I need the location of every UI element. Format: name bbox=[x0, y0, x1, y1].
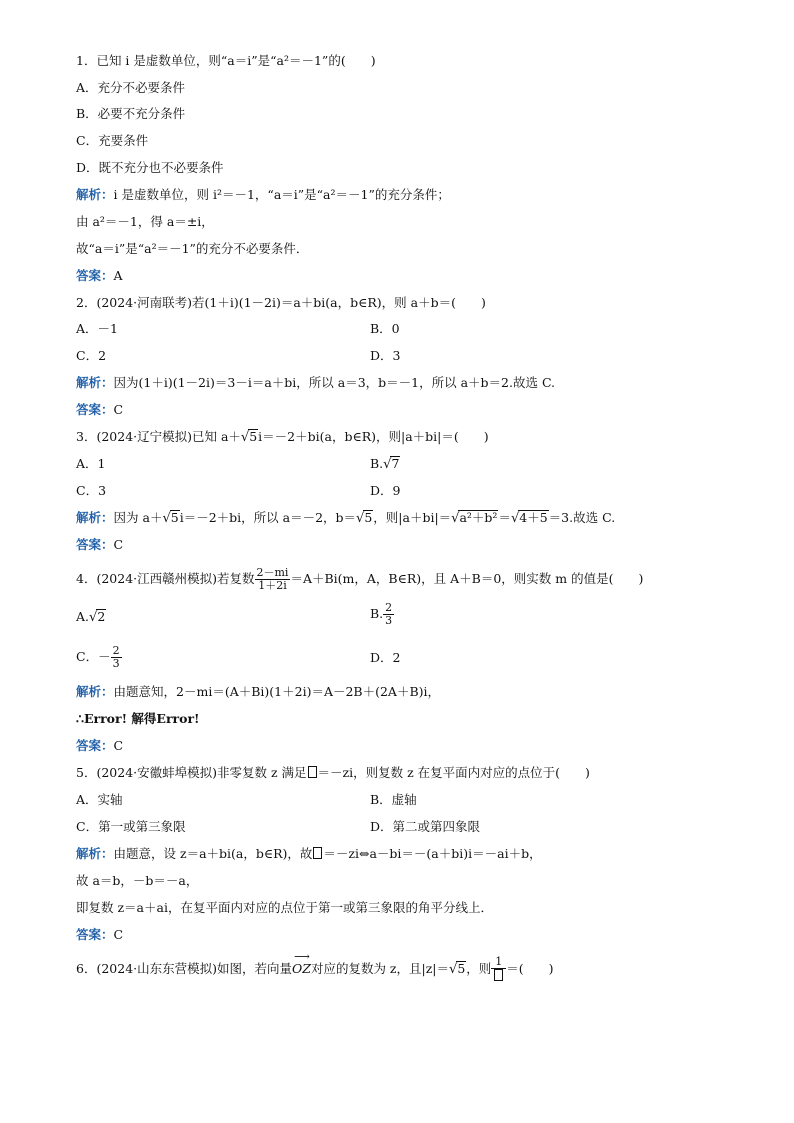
q4-option-b bbox=[370, 600, 394, 628]
q5-solution-line-2: 故 a＝b，－b＝－a， bbox=[76, 873, 199, 888]
fraction bbox=[111, 645, 122, 670]
radicand: a²＋b² bbox=[459, 510, 498, 525]
stem-text: 5．(2024·安徽蚌埠模拟)非零复数 z 满足 bbox=[76, 765, 307, 780]
answer-value: C bbox=[113, 537, 124, 552]
solution-label: 解析： bbox=[76, 375, 114, 390]
stem-text: ＝－zi，则复数 z 在复平面内对应的点位于( ) bbox=[317, 765, 590, 780]
q1-answer bbox=[76, 267, 123, 285]
radicand: 5 bbox=[457, 961, 466, 976]
solution-label: 解析： bbox=[76, 187, 114, 202]
q2-option-c: C．2 bbox=[76, 348, 107, 363]
answer-label: 答案： bbox=[76, 402, 114, 417]
fraction bbox=[255, 567, 291, 592]
answer-value: C bbox=[113, 927, 124, 942]
q4-answer bbox=[76, 737, 123, 755]
vector bbox=[292, 950, 311, 983]
solution-text: 因为 a＋ bbox=[113, 510, 163, 525]
numerator: 1 bbox=[491, 956, 506, 969]
radicand: 7 bbox=[391, 456, 400, 471]
solution-label: 解析： bbox=[76, 684, 114, 699]
stem-text: ＝A＋Bi(m，A，B∈R)，且 A＋B＝0，则实数 m 的值是( ) bbox=[290, 571, 644, 586]
radicand: 2 bbox=[97, 609, 106, 624]
q4-option-a bbox=[76, 608, 106, 627]
sqrt-sign: √ bbox=[240, 430, 250, 445]
radicand: 5 bbox=[170, 510, 179, 525]
answer-value: A bbox=[113, 268, 123, 283]
sqrt-sign: √ bbox=[383, 457, 392, 472]
q3-option-b bbox=[370, 455, 400, 474]
numerator: 2－mi bbox=[256, 566, 289, 579]
q5-option-d: D．第二或第四象限 bbox=[370, 819, 481, 834]
solution-text: i＝－2＋bi，所以 a＝－2，b＝ bbox=[179, 510, 357, 525]
q4-stem bbox=[76, 565, 643, 593]
solution-text: ＝ bbox=[498, 510, 511, 525]
q6-stem bbox=[76, 950, 554, 984]
q1-stem: 1．已知 i 是虚数单位，则“a＝i”是“a²＝－1”的( ) bbox=[76, 53, 376, 68]
missing-glyph-icon bbox=[313, 847, 322, 859]
q2-option-d: D．3 bbox=[370, 348, 401, 363]
q5-stem bbox=[76, 764, 590, 782]
sqrt-sign: √ bbox=[356, 511, 365, 526]
fraction bbox=[383, 602, 394, 627]
solution-label: 解析： bbox=[76, 510, 114, 525]
sqrt-sign: √ bbox=[89, 610, 98, 625]
q5-option-b: B．虚轴 bbox=[370, 792, 417, 807]
q5-solution-line-1 bbox=[76, 845, 542, 863]
radicand: 5 bbox=[364, 510, 373, 525]
solution-text: i 是虚数单位，则 i²＝－1，“a＝i”是“a²＝－1”的充分条件； bbox=[113, 187, 450, 202]
q3-stem bbox=[76, 428, 489, 447]
solution-text: ＝3.故选 C. bbox=[548, 510, 616, 525]
q1-option-c: C．充要条件 bbox=[76, 133, 149, 148]
radicand: 5 bbox=[249, 429, 258, 444]
numerator: 2 bbox=[385, 601, 393, 614]
vector-label: OZ bbox=[292, 961, 311, 976]
solution-text: ，则|a＋bi|＝ bbox=[373, 510, 452, 525]
option-letter: A. bbox=[76, 609, 90, 624]
q2-solution-line-1 bbox=[76, 374, 555, 392]
answer-label: 答案： bbox=[76, 927, 114, 942]
stem-text: 3．(2024·辽宁模拟)已知 a＋ bbox=[76, 429, 241, 444]
answer-label: 答案： bbox=[76, 738, 114, 753]
fraction bbox=[491, 956, 506, 983]
solution-text: 因为(1＋i)(1－2i)＝3－i＝a＋bi，所以 a＝3，b＝－1，所以 a＋b＝2.故选 C. bbox=[113, 375, 556, 390]
stem-text: i＝－2＋bi(a，b∈R)，则|a＋bi|＝( ) bbox=[258, 429, 489, 444]
sqrt-sign: √ bbox=[162, 511, 171, 526]
denominator: 3 bbox=[112, 657, 120, 670]
stem-text: ＝( ) bbox=[506, 961, 554, 976]
q1-solution-line-3: 故“a＝i”是“a²＝－1”的充分不必要条件． bbox=[76, 241, 309, 256]
q1-option-b: B．必要不充分条件 bbox=[76, 106, 186, 121]
radicand: 4＋5 bbox=[519, 510, 548, 525]
stem-text: 对应的复数为 z，且|z|＝ bbox=[310, 961, 450, 976]
q2-option-b: B．0 bbox=[370, 321, 400, 336]
q5-option-a: A．实轴 bbox=[76, 792, 123, 807]
stem-text: 6．(2024·山东东营模拟)如图，若向量 bbox=[76, 961, 292, 976]
q1-option-d: D．既不充分也不必要条件 bbox=[76, 160, 224, 175]
sqrt-sign: √ bbox=[449, 962, 458, 977]
q2-answer bbox=[76, 401, 123, 419]
q4-option-d: D．2 bbox=[370, 650, 401, 665]
solution-text: ＝－zi⇔a－bi＝－(a＋bi)i＝－ai＋b， bbox=[323, 846, 542, 861]
denominator: 3 bbox=[385, 614, 393, 627]
q3-answer bbox=[76, 536, 123, 554]
q2-option-a: A．－1 bbox=[76, 321, 118, 336]
vector-arrow-icon: ⟶ bbox=[294, 950, 310, 963]
q4-option-c bbox=[76, 643, 122, 671]
answer-value: C bbox=[113, 402, 124, 417]
q4-solution-line-2: ∴Error! 解得Error! bbox=[76, 711, 200, 726]
solution-label: 解析： bbox=[76, 846, 114, 861]
numerator: 2 bbox=[112, 644, 120, 657]
answer-value: C bbox=[113, 738, 124, 753]
option-letter: C．－ bbox=[76, 649, 111, 664]
option-letter: B. bbox=[370, 456, 384, 471]
q5-answer bbox=[76, 926, 123, 944]
sqrt-sign: √ bbox=[451, 511, 460, 526]
q5-solution-line-3: 即复数 z＝a＋ai，在复平面内对应的点位于第一或第三象限的角平分线上． bbox=[76, 900, 493, 915]
missing-glyph-icon bbox=[494, 969, 503, 981]
q1-option-a: A．充分不必要条件 bbox=[76, 80, 186, 95]
denominator: 1＋2i bbox=[258, 579, 287, 592]
solution-text: 由题意，设 z＝a＋bi(a，b∈R)，故 bbox=[113, 846, 313, 861]
q3-option-d: D．9 bbox=[370, 483, 401, 498]
q1-solution-line-1 bbox=[76, 186, 450, 204]
answer-label: 答案： bbox=[76, 268, 114, 283]
missing-glyph-icon bbox=[308, 766, 317, 778]
answer-label: 答案： bbox=[76, 537, 114, 552]
q1-solution-line-2: 由 a²＝－1，得 a＝±i， bbox=[76, 214, 214, 229]
q3-option-c: C．3 bbox=[76, 483, 107, 498]
q5-option-c: C．第一或第三象限 bbox=[76, 819, 186, 834]
sqrt-sign: √ bbox=[510, 511, 520, 526]
q2-stem: 2．(2024·河南联考)若(1＋i)(1－2i)＝a＋bi(a，b∈R)，则 a＋b＝( ) bbox=[76, 295, 486, 310]
q3-option-a: A．1 bbox=[76, 456, 106, 471]
solution-text: 由题意知，2－mi＝(A＋Bi)(1＋2i)＝A－2B＋(2A＋B)i， bbox=[113, 684, 441, 699]
option-letter: B. bbox=[370, 606, 384, 621]
stem-text: ，则 bbox=[466, 961, 492, 976]
q4-solution-line-1 bbox=[76, 683, 440, 701]
denominator bbox=[491, 969, 506, 983]
q3-solution-line-1 bbox=[76, 509, 615, 528]
stem-text: 4．(2024·江西赣州模拟)若复数 bbox=[76, 571, 255, 586]
